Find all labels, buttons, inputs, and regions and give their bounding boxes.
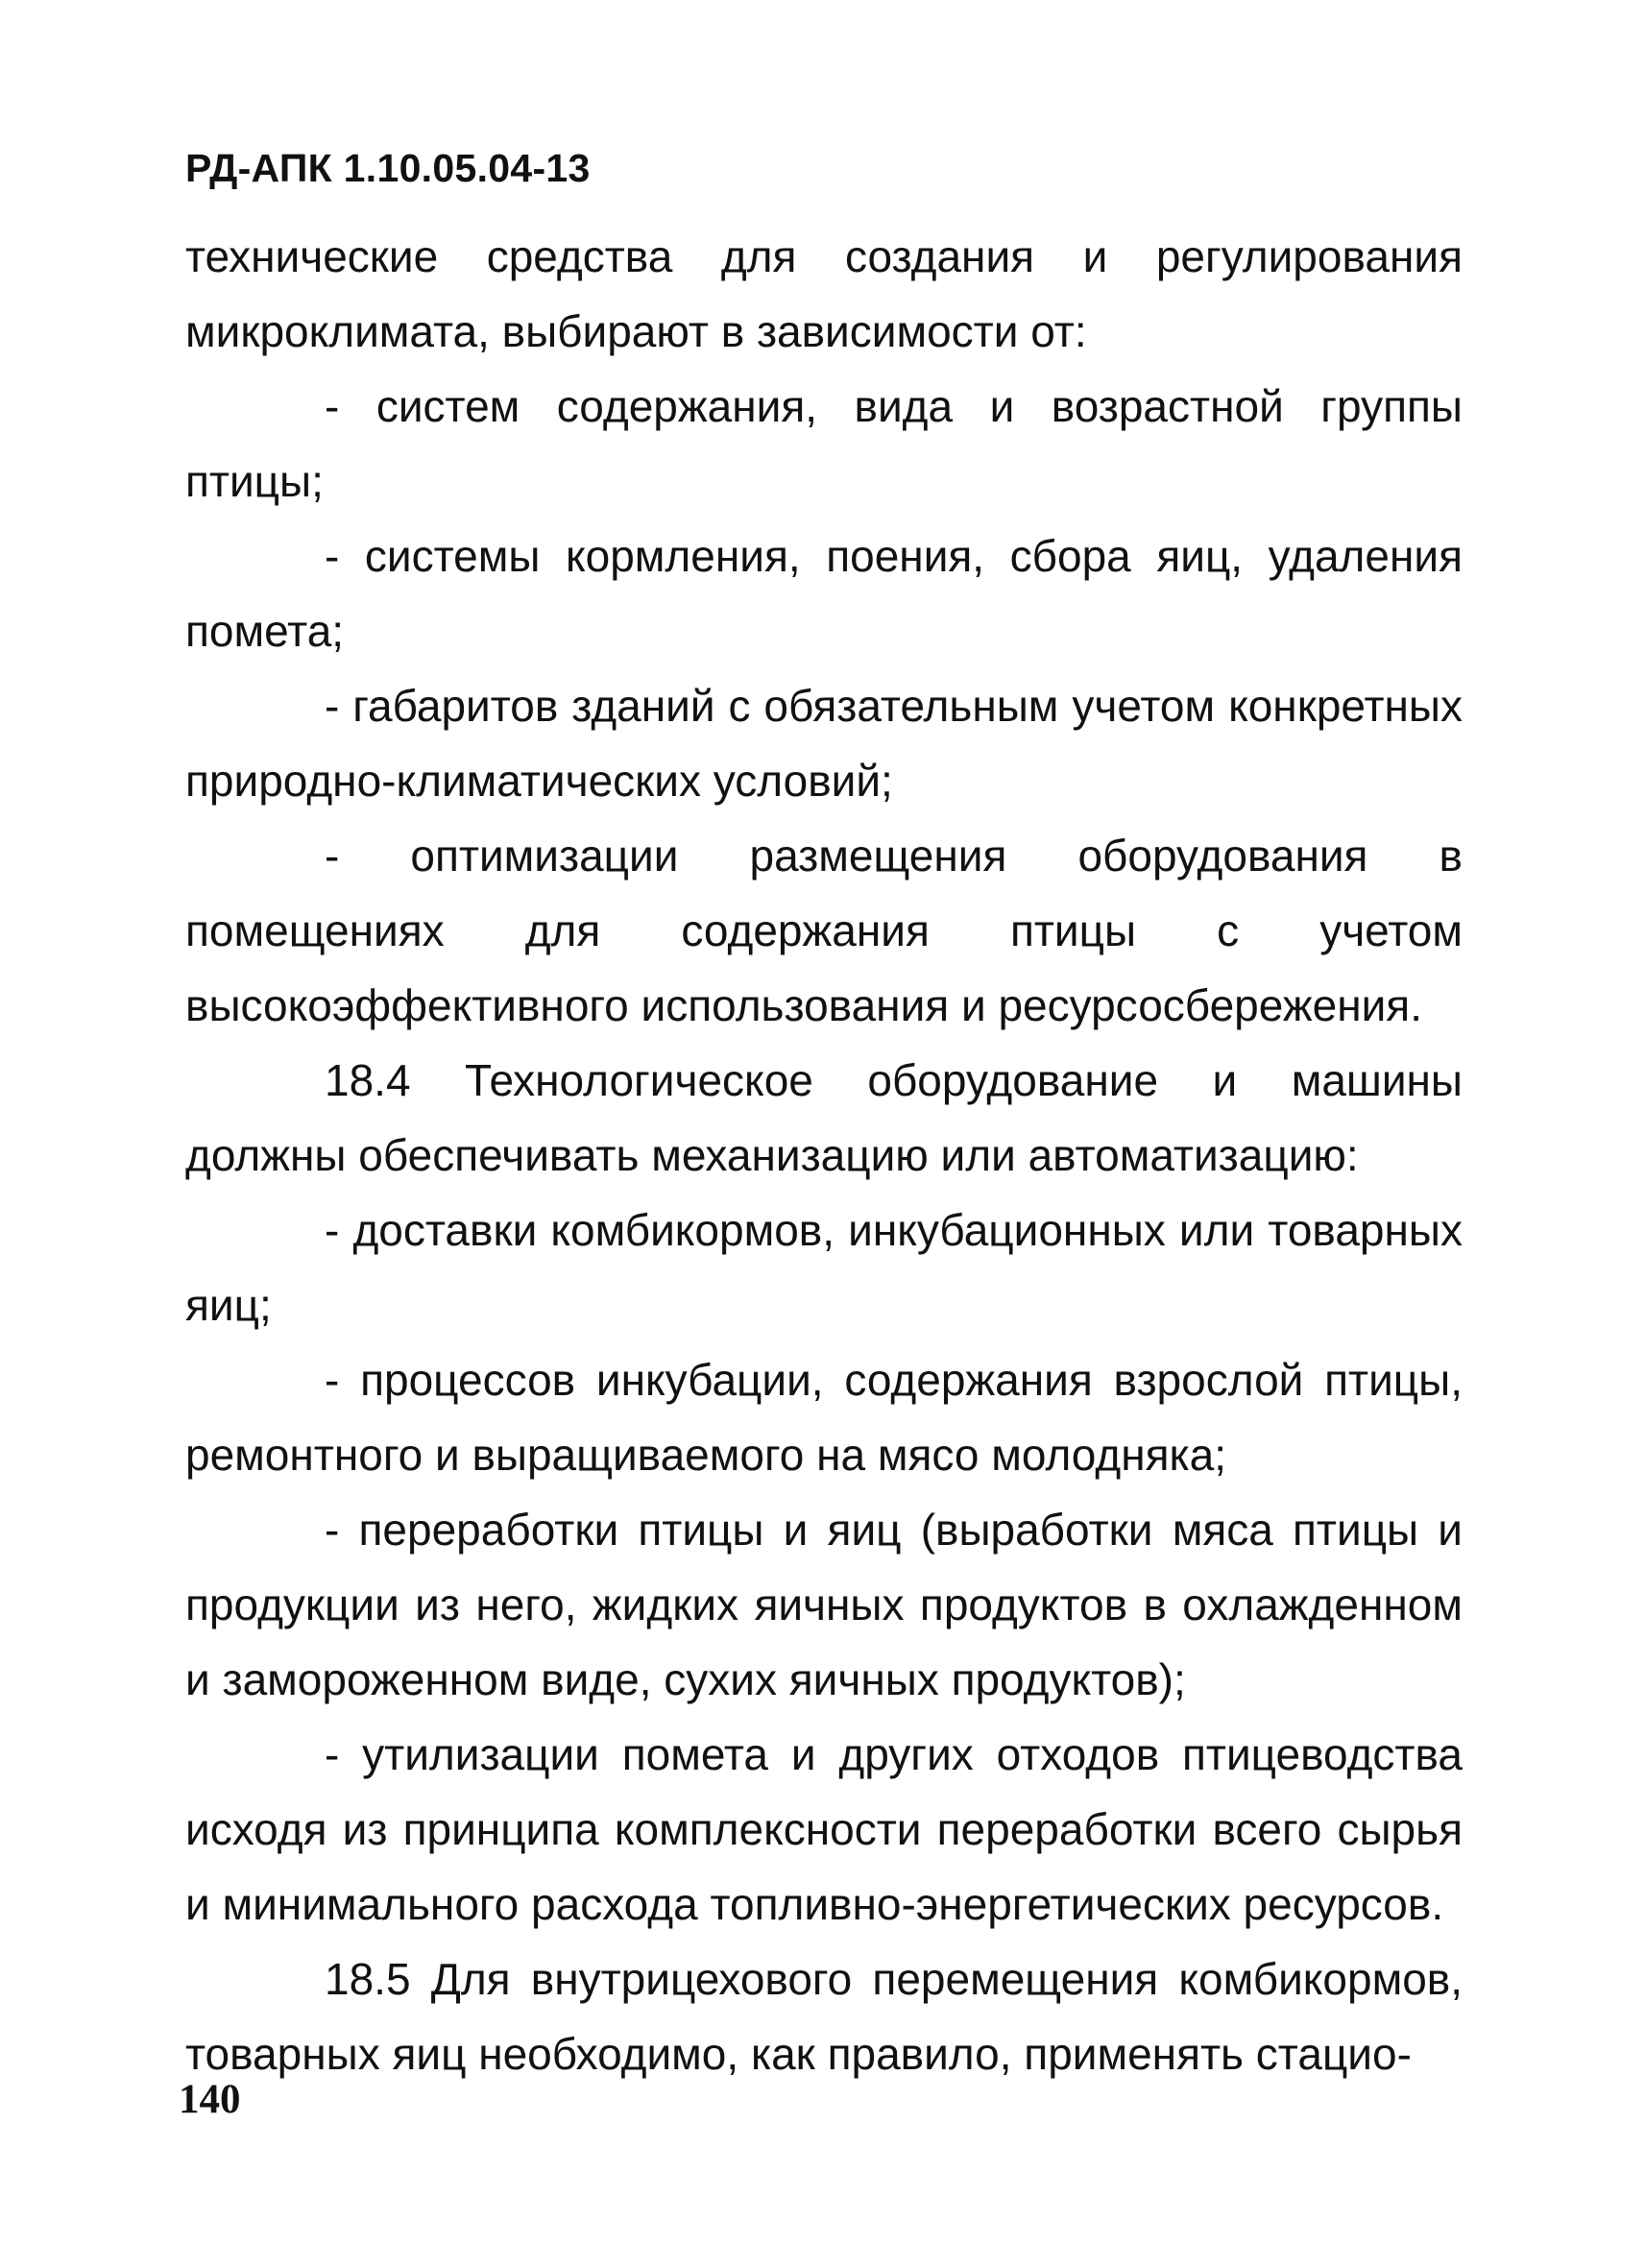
list-item-waste-utilization: - утилизации помета и других отходов птицеводства исходя из принципа комплексности переработки всего сырья и минимального расхода топливно-энергетических ресурсов. xyxy=(185,1729,1463,1929)
page-number: 140 xyxy=(179,2077,241,2122)
list-item-building-dimensions: - габаритов зданий с обязательным учетом конкретных природно-климатических условий; xyxy=(185,681,1463,806)
body-text xyxy=(185,219,1463,2091)
list-item-housing-systems: - систем содержания, вида и возрастной группы птицы; xyxy=(185,381,1463,506)
list-item-incubation-processes: - процессов инкубации, содержания взрослой птицы, ремонтного и выращиваемого на мясо молодняка; xyxy=(185,1355,1463,1480)
list-item-equipment-placement: - оптимизации размещения оборудования в помещениях для содержания птицы с учетом высокоэффективного использования и ресурсосбережения. xyxy=(185,831,1463,1030)
list-item-feeding-systems: - системы кормления, поения, сбора яиц, удаления помета; xyxy=(185,531,1463,656)
document-code-header: РД-АПК 1.10.05.04-13 xyxy=(185,146,591,190)
list-item-processing: - переработки птицы и яиц (выработки мяса птицы и продукции из него, жидких яичных продуктов в охлажденном и замороженном виде, сухих яичных продуктов); xyxy=(185,1505,1463,1704)
paragraph-18-5: 18.5 Для внутрицехового перемещения комбикормов, товарных яиц необходимо, как правило, применять стацио- xyxy=(185,1954,1463,2079)
paragraph-microclimate-intro: технические средства для создания и регулирования микроклимата, выбирают в зависимости от: xyxy=(185,231,1463,356)
list-item-feed-delivery: - доставки комбикормов, инкубационных или товарных яиц; xyxy=(185,1205,1463,1330)
paragraph-18-4: 18.4 Технологическое оборудование и машины должны обеспечивать механизацию или автоматизацию: xyxy=(185,1055,1463,1180)
